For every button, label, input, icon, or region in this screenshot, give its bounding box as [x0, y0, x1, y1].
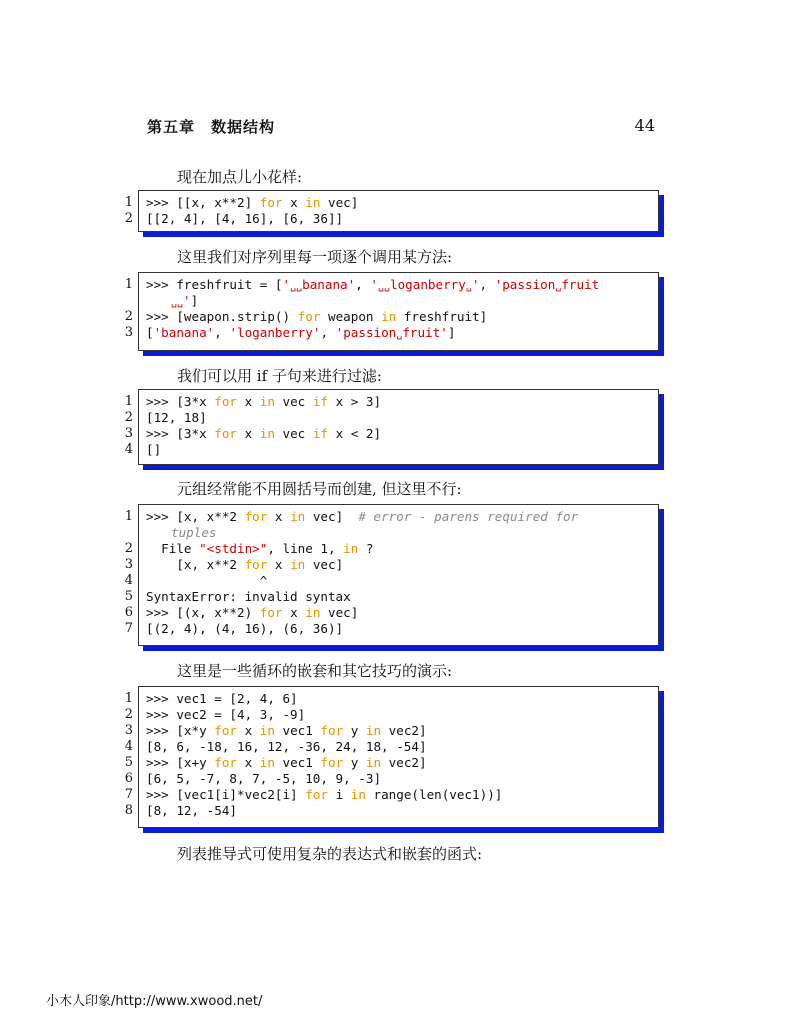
code-token: tuples	[171, 525, 217, 540]
code-token: x	[267, 557, 291, 572]
code-text	[146, 723, 427, 739]
code-text	[171, 525, 217, 541]
code-token: ,	[355, 277, 371, 292]
code-token: >>> [[x, x**2]	[146, 195, 260, 210]
code-line	[124, 394, 658, 410]
code-token: >>> [(x, x**2)	[146, 605, 260, 620]
code-token: ,	[479, 277, 495, 292]
code-token: in	[365, 723, 382, 738]
line-number: 4	[124, 442, 133, 457]
code-token: [6, 5, -7, 8, 7, -5, 10, 9, -3]	[146, 771, 382, 786]
code-token: y	[343, 723, 366, 738]
code-token: vec1	[274, 755, 321, 770]
code-line	[124, 589, 658, 605]
code-text	[146, 557, 343, 573]
code-text	[146, 410, 207, 426]
code-token: x > 3]	[328, 394, 382, 409]
code-token: ␣	[465, 281, 472, 292]
line-number: 7	[124, 787, 133, 802]
code-text	[146, 621, 343, 637]
page-number: 44	[634, 116, 655, 135]
code-token: >>> vec2 = [4, 3, -9]	[146, 707, 306, 722]
code-token: []	[146, 442, 162, 457]
code-block-4	[124, 504, 659, 646]
code-text	[146, 442, 161, 458]
line-number: 1	[124, 277, 133, 292]
code-token: for	[259, 195, 283, 210]
code-token: '	[183, 293, 191, 308]
code-token: vec	[274, 394, 313, 409]
code-token: SyntaxError: invalid syntax	[146, 589, 351, 604]
code-token: if	[312, 394, 329, 409]
code-line	[124, 691, 658, 707]
code-block-3	[124, 389, 659, 465]
code-token: vec	[274, 426, 313, 441]
code-token: ,	[214, 325, 230, 340]
paragraph-2: 这里我们对序列里每一项逐个调用某方法:	[177, 248, 453, 266]
chapter-title: 第五章 数据结构	[147, 118, 276, 136]
code-token: in	[290, 557, 306, 572]
code-token: in	[259, 755, 275, 770]
code-line	[124, 509, 658, 525]
code-token: for	[244, 557, 268, 572]
code-token: , line 1,	[267, 541, 344, 556]
code-token: [12, 18]	[146, 410, 207, 425]
line-number: 3	[124, 426, 133, 441]
paragraph-3: 我们可以用 if 子句来进行过滤:	[177, 367, 382, 385]
code-token: x	[237, 394, 260, 409]
code-text	[146, 573, 267, 589]
code-line	[124, 277, 658, 293]
code-token: for	[259, 605, 283, 620]
paragraph-5: 这里是一些循环的嵌套和其它技巧的演示:	[177, 662, 453, 680]
code-token: vec]	[320, 195, 359, 210]
line-number: 2	[124, 309, 133, 324]
code-token: x < 2]	[328, 426, 382, 441]
code-token: in	[259, 426, 275, 441]
code-token: for	[297, 309, 321, 324]
code-line	[124, 707, 658, 723]
code-token: ^	[146, 573, 268, 588]
code-token: ␣␣	[377, 281, 391, 292]
code-token: >>> [weapon.strip()	[146, 309, 298, 324]
code-token: for	[214, 426, 237, 441]
code-token: File	[146, 541, 200, 556]
code-token: ,	[320, 325, 336, 340]
line-number: 4	[124, 573, 133, 588]
code-token: >>> [3*x	[146, 394, 215, 409]
code-token: '	[471, 277, 480, 292]
code-token: vec1	[274, 723, 321, 738]
code-token: 'loganberry'	[229, 325, 321, 340]
code-line	[124, 573, 658, 589]
code-block-1	[124, 190, 659, 232]
line-number: 3	[124, 325, 133, 340]
code-token: in	[259, 394, 275, 409]
code-line	[124, 309, 658, 325]
line-number: 1	[124, 509, 133, 524]
code-text	[146, 509, 578, 525]
code-token: x	[267, 509, 291, 524]
code-token: x	[237, 755, 260, 770]
code-text	[146, 589, 351, 605]
code-token: x	[282, 605, 306, 620]
code-token: ␣␣	[290, 281, 303, 292]
line-number: 3	[124, 723, 133, 738]
code-token: >>> freshfruit = [	[146, 277, 283, 292]
code-token: for	[244, 509, 268, 524]
code-text	[146, 211, 343, 227]
code-line	[124, 442, 658, 458]
code-line	[139, 293, 658, 309]
code-token: [x, x**2	[146, 557, 245, 572]
code-token: banana'	[302, 277, 356, 292]
code-token: in	[290, 509, 306, 524]
code-token: '	[370, 277, 378, 292]
code-line	[124, 621, 658, 637]
code-token: '	[282, 277, 291, 292]
code-text	[146, 771, 381, 787]
code-line	[124, 426, 658, 442]
code-token: >>> [x*y	[146, 723, 215, 738]
code-token: [8, 6, -18, 16, 12, -36, 24, 18, -54]	[146, 739, 427, 754]
code-token: x	[237, 723, 260, 738]
code-line	[124, 787, 658, 803]
code-line	[124, 723, 658, 739]
line-number: 1	[124, 394, 133, 409]
line-number: 1	[124, 195, 133, 210]
code-token: vec2]	[381, 755, 427, 770]
code-line	[124, 195, 658, 211]
code-token: # error - parens required for	[358, 509, 579, 524]
code-line	[124, 739, 658, 755]
paragraph-4: 元组经常能不用圆括号而创建, 但这里不行:	[177, 480, 462, 498]
code-text	[146, 739, 427, 755]
code-token: vec]	[305, 509, 359, 524]
code-token: fruit	[561, 277, 600, 292]
code-token: for	[214, 723, 237, 738]
code-token: in	[305, 195, 321, 210]
code-token: vec]	[320, 605, 359, 620]
code-token: 'passion	[494, 277, 556, 292]
code-token: weapon	[320, 309, 382, 324]
code-token: for	[305, 787, 328, 802]
code-token: >>> [3*x	[146, 426, 215, 441]
paragraph-1: 现在加点儿小花样:	[177, 168, 303, 186]
code-token: y	[343, 755, 366, 770]
code-token: [(2, 4), (4, 16), (6, 36)]	[146, 621, 344, 636]
code-text	[146, 195, 358, 211]
code-text	[146, 426, 381, 442]
code-token: ?	[358, 541, 374, 556]
code-token: freshfruit]	[396, 309, 488, 324]
code-text	[146, 605, 358, 621]
code-token: >>> vec1 = [2, 4, 6]	[146, 691, 298, 706]
code-token: vec]	[305, 557, 344, 572]
code-token: for	[320, 723, 344, 738]
code-token: for	[214, 394, 237, 409]
code-token: 'passion	[335, 325, 397, 340]
code-token: in	[343, 541, 359, 556]
code-text	[146, 325, 455, 343]
code-token: in	[305, 605, 321, 620]
code-line	[124, 541, 658, 557]
code-token: in	[381, 309, 397, 324]
code-text	[146, 394, 381, 410]
code-line	[124, 211, 658, 227]
page-header	[147, 116, 655, 138]
code-text	[146, 541, 374, 557]
code-token: i	[327, 787, 351, 802]
code-token: 'banana'	[153, 325, 215, 340]
code-token: [8, 12, -54]	[146, 803, 237, 818]
code-token: x	[237, 426, 260, 441]
line-number: 1	[124, 691, 133, 706]
code-text	[146, 803, 237, 819]
code-block-5	[124, 686, 659, 828]
code-token: if	[312, 426, 329, 441]
code-line	[124, 755, 658, 771]
line-number: 2	[124, 541, 133, 556]
code-line	[124, 410, 658, 426]
code-token: vec2]	[381, 723, 427, 738]
line-number: 3	[124, 557, 133, 572]
code-line	[139, 525, 658, 541]
code-token: x	[282, 195, 306, 210]
line-number: 4	[124, 739, 133, 754]
line-number: 6	[124, 771, 133, 786]
code-text	[146, 691, 298, 707]
code-line	[124, 557, 658, 573]
code-token: ]	[190, 293, 199, 308]
line-number: 5	[124, 755, 133, 770]
code-token: in	[350, 787, 366, 802]
line-number: 6	[124, 605, 133, 620]
line-number: 5	[124, 589, 133, 604]
code-token: fruit'	[402, 325, 448, 340]
code-text	[146, 787, 502, 803]
paragraph-6: 列表推导式可使用复杂的表达式和嵌套的函式:	[177, 845, 483, 863]
code-text	[146, 707, 305, 723]
code-line	[124, 605, 658, 621]
code-token: ␣	[555, 281, 562, 292]
code-token: ␣	[396, 329, 403, 340]
code-token: "<stdin>"	[199, 541, 268, 556]
code-token: in	[259, 723, 275, 738]
line-number: 2	[124, 707, 133, 722]
code-token: [[2, 4], [4, 16], [6, 36]]	[146, 211, 344, 226]
line-number: 2	[124, 410, 133, 425]
code-token: >>> [vec1[i]*vec2[i]	[146, 787, 306, 802]
code-token: >>> [x+y	[146, 755, 215, 770]
code-token: loganberry	[390, 277, 466, 292]
code-text	[146, 309, 487, 325]
code-line	[124, 771, 658, 787]
code-line	[124, 325, 658, 341]
code-token: for	[214, 755, 237, 770]
code-block-2	[124, 272, 659, 351]
code-token: in	[365, 755, 382, 770]
line-number: 7	[124, 621, 133, 636]
code-token: [	[146, 325, 154, 340]
code-token: for	[320, 755, 344, 770]
code-token: ]	[447, 325, 456, 340]
code-line	[124, 803, 658, 819]
line-number: 2	[124, 211, 133, 226]
code-token: ␣␣	[171, 297, 184, 308]
code-token: range(len(vec1))]	[365, 787, 503, 802]
code-text	[146, 755, 427, 771]
footer-watermark: 小木人印象/http://www.xwood.net/	[46, 994, 263, 1009]
code-token: >>> [x, x**2	[146, 509, 245, 524]
line-number: 8	[124, 803, 133, 818]
